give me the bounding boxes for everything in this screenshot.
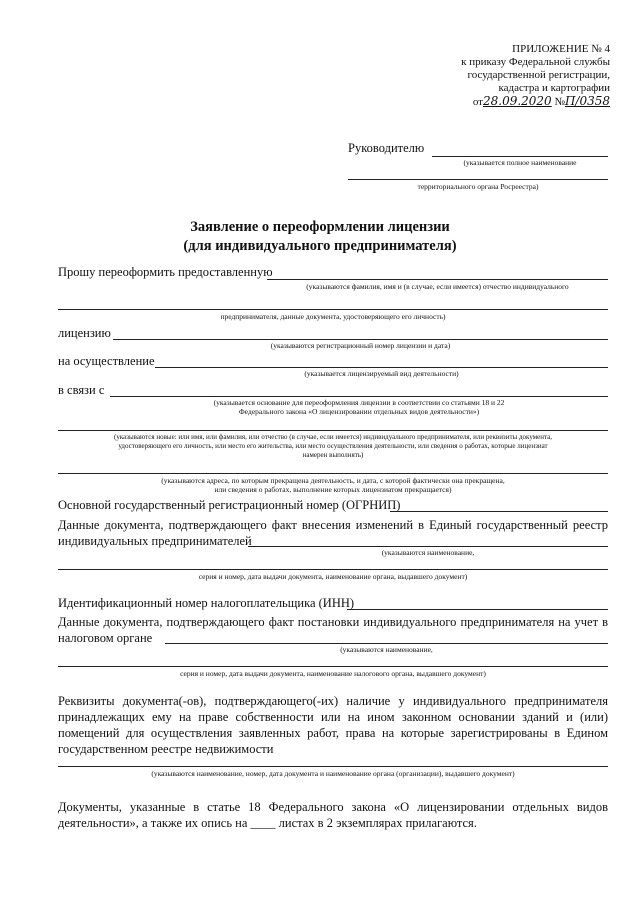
title-line-1: Заявление о переоформлении лицензии [190,219,450,235]
appendix-block [440,43,610,109]
addressee-hint-2: территориального органа Росреестра) [417,182,539,191]
request-hint: (указываются фамилия, имя и (в случае, если имеется) отчество индивидуального [306,282,569,291]
order-number: П/0358 [564,94,610,108]
egrip-line[interactable] [248,546,608,547]
tax-hint-2: серия и номер, дата выдачи документа, наименование налогового органа, выдавшего документ) [180,669,486,678]
reason-hint-1: (указывается основание для переоформления лицензии в соответствии со статьями 18 и 22 [213,398,505,407]
address-hint-2: или сведения о работах, выполнение которых лицензиатом прекращается) [214,485,452,494]
license-hint: (указываются регистрационный номер лицензии и дата) [270,341,451,350]
tax-hint: (указываются наименование, [340,645,433,654]
egrip-hint-2: серия и номер, дата выдачи документа, наименование органа, выдавшего документ) [198,572,468,581]
ogrnip-label: Основной государственный регистрационный номер (ОГРНИП) [58,498,401,512]
address-line[interactable] [58,473,608,474]
date-prefix: от [472,96,483,108]
activity-hint: (указывается лицензируемый вид деятельности) [304,369,459,378]
request-hint-2: предпринимателя, данные документа, удостоверяющего его личность) [220,312,446,321]
documents-text [58,799,608,831]
inn-line[interactable] [347,609,608,610]
addressee-line-2[interactable] [348,179,608,180]
documents-text-b: листах в 2 экземплярах прилагаются. [278,816,477,830]
reason-line[interactable] [110,396,608,397]
documents-text-a: Документы, указанные в статье 18 Федерального закона «О лицензировании отдельных видов деятельности», а также их опись на [58,800,608,830]
new-data-hint-1: (указываются новые: или имя, или фамилия, или отчество (в случае, если имеется) индивидуального предпринимателя, или реквизиты документа, [113,433,553,441]
request-line[interactable] [267,279,608,280]
new-data-hint-2: удостоверяющего его личность, или место его жительства, или место осуществления деятельности, или сведения о работах, которые лицензиат [118,442,548,450]
new-data-hint-3: намерен выполнять) [302,451,364,459]
appendix-agency-line2: кадастра и картографии [498,82,610,94]
property-hint: (указываются наименование, номер, дата документа и наименование органа (организации), выдавшего документ) [151,769,515,778]
document-title [0,218,640,256]
title-line-2: (для индивидуального предпринимателя) [183,238,457,254]
property-line[interactable] [58,766,608,767]
appendix-agency-line: государственной регистрации, [467,69,610,81]
inn-label: Идентификационный номер налогоплательщика (ИНН) [58,596,355,610]
egrip-line-2[interactable] [58,569,608,570]
reason-label: в связи с [58,383,105,397]
license-line[interactable] [113,339,608,340]
new-data-line[interactable] [58,430,608,431]
appendix-title: ПРИЛОЖЕНИЕ № 4 [512,43,610,55]
addressee-label: Руководителю [348,141,425,155]
new-data-hint [58,433,608,460]
activity-label: на осуществление [58,354,155,368]
addressee-hint: (указывается полное наименование [463,158,577,167]
reason-hint-2: Федерального закона «О лицензировании отдельных видов деятельности») [238,407,480,416]
tax-line[interactable] [165,643,608,644]
appendix-date-line [440,95,610,109]
egrip-text: Данные документа, подтверждающего факт внесения изменений в Единый государственный реестр индивидуальных предпринимателей [58,518,608,548]
number-prefix: № [554,96,565,108]
egrip-hint: (указываются наименование, [381,548,475,557]
request-line-2[interactable] [58,309,608,310]
appendix-order-line: к приказу Федеральной службы [461,56,610,68]
reason-hint [110,398,608,416]
tax-text: Данные документа, подтверждающего факт постановки индивидуального предпринимателя на учет в налоговом органе [58,615,608,645]
property-text: Реквизиты документа(-ов), подтверждающего(-их) наличие у индивидуального предпринимателя принадлежащих ему на праве собственности или на ином законном основании зданий и (или) помещений для осуществления заявленных работ, права на которые зарегистрированы в Едином государственном реестре недвижимости [58,694,608,756]
license-label: лицензию [58,326,111,340]
address-hint [58,476,608,494]
ogrnip-line[interactable] [390,511,608,512]
tax-line-2[interactable] [58,666,608,667]
address-hint-1: (указываются адреса, по которым прекращена деятельность, и дата, с которой фактически она прекращена, [161,476,505,485]
addressee-line[interactable] [432,156,608,157]
order-date: 28.09.2020 [482,94,552,108]
sheet-count-blank[interactable]: ____ [250,816,276,830]
request-label: Прошу переоформить предоставленную [58,265,273,279]
activity-line[interactable] [155,367,608,368]
